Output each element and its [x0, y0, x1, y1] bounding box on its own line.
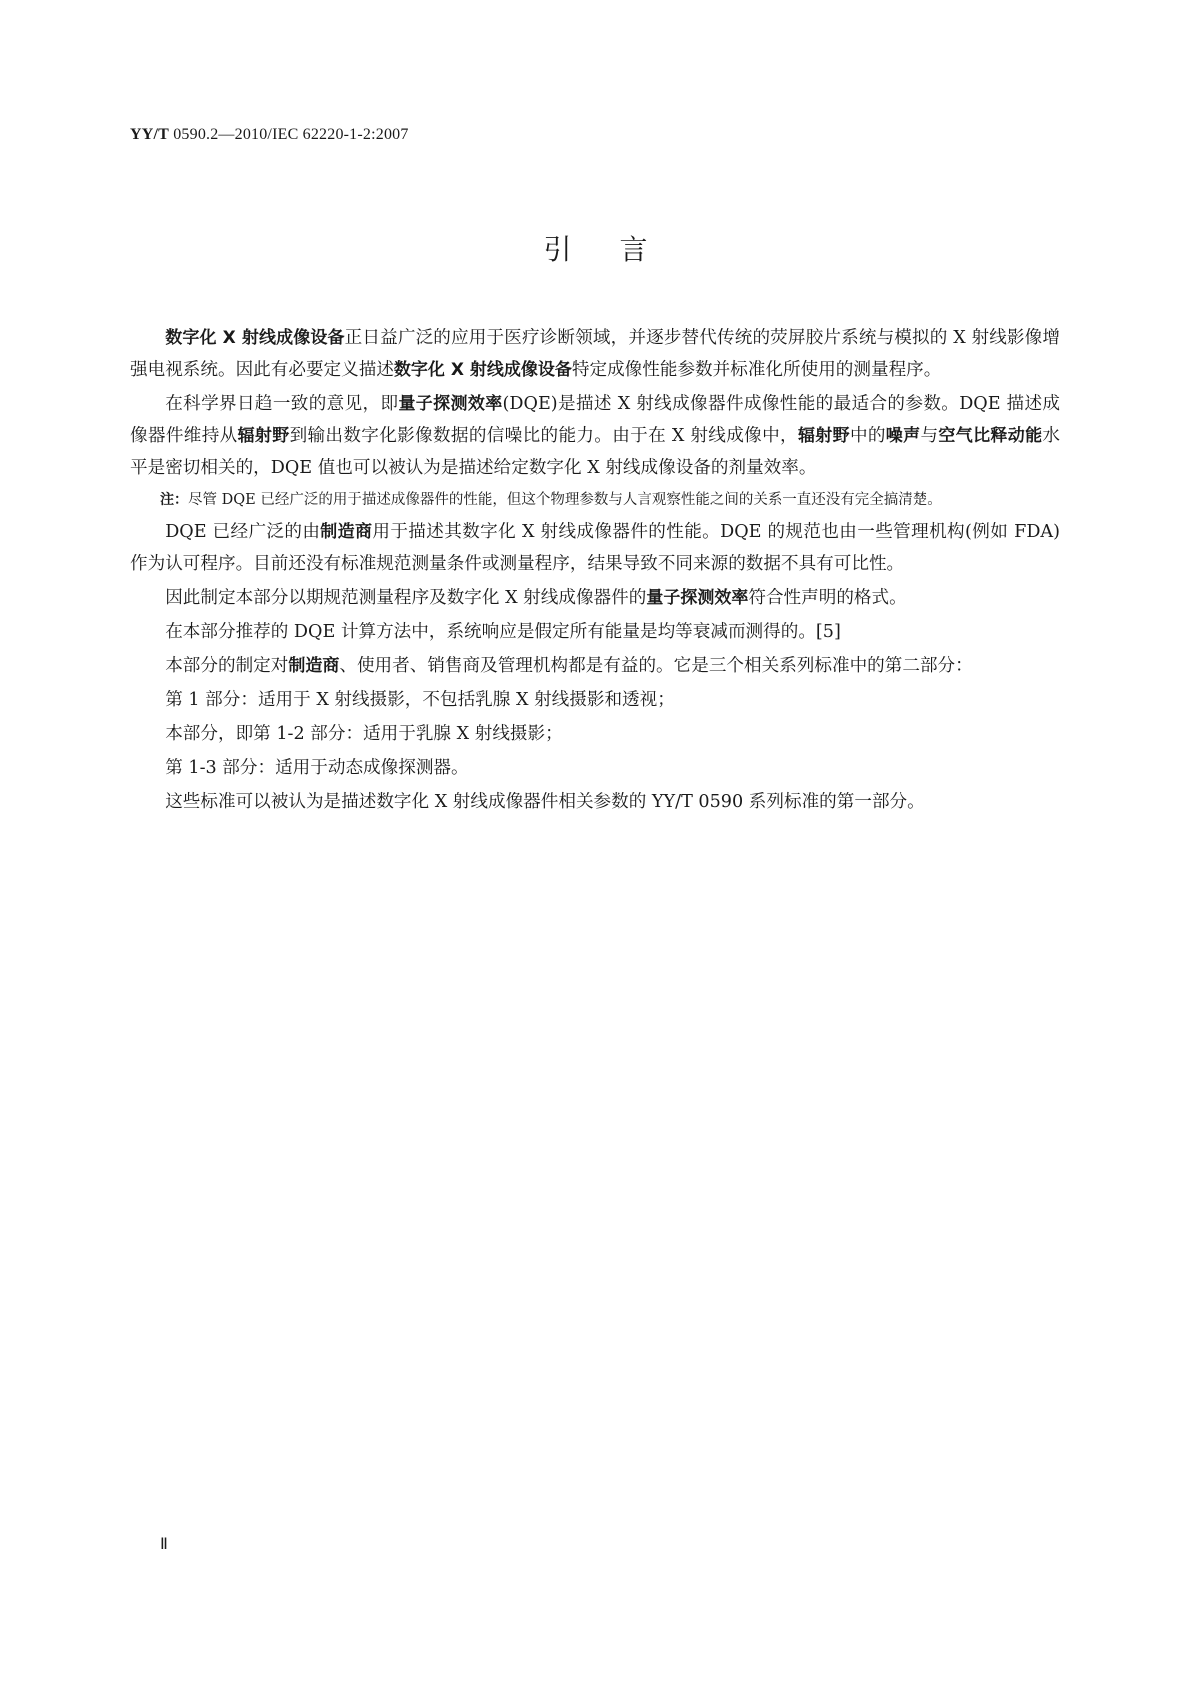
note: [130, 486, 1060, 514]
standard-prefix: YY/T: [130, 126, 170, 143]
page-number: Ⅱ: [160, 1536, 168, 1553]
paragraph-2: [130, 388, 1060, 484]
page-title: 引言: [543, 233, 696, 266]
list-item-part-1-2: 本部分，即第 1-2 部分：适用于乳腺 X 射线摄影；: [165, 724, 563, 744]
note-label: 注：: [160, 492, 188, 508]
paragraph-3: [130, 516, 1060, 580]
standard-number: 0590.2—2010/IEC 62220-1-2:2007: [169, 126, 409, 143]
paragraph-text: 正日益广泛的应用于医疗诊断领域，并逐步替代传统的荧屏胶片系统与模拟的 X 射线影像增强电视系统。因此有必要定义描述: [130, 328, 1060, 380]
paragraph-text: 本部分的制定对: [165, 656, 289, 676]
list-item-part-1-3: 第 1-3 部分：适用于动态成像探测器。: [165, 758, 469, 778]
term-air-kerma: 空气比释动能: [938, 426, 1043, 446]
paragraph-4: [130, 582, 1060, 614]
paragraph-text: 中的: [849, 426, 886, 446]
standard-number-header: [130, 126, 409, 144]
paragraph-1: [130, 322, 1060, 386]
paragraph-5: 在本部分推荐的 DQE 计算方法中，系统响应是假定所有能量是均等衰减而测得的。[5]: [165, 622, 841, 642]
note-text: 尽管 DQE 已经广泛的用于描述成像器件的性能，但这个物理参数与人言观察性能之间的关系一直还没有完全搞清楚。: [188, 492, 942, 508]
paragraph-6: [130, 650, 1060, 682]
term-radiation-field: 辐射野: [237, 426, 290, 446]
term-dqe: 量子探测效率: [398, 394, 503, 414]
paragraph-text: 特定成像性能参数并标准化所使用的测量程序。: [571, 360, 942, 380]
paragraph-text: 到输出数字化影像数据的信噪比的能力。由于在 X 射线成像中，: [289, 426, 798, 446]
paragraph-text: 用于描述其数字化 X 射线成像器件的性能。DQE 的规范也由一些管理机构(例如 FDA)作为认可程序。目前还没有标准规范测量条件或测量程序，结果导致不同来源的数据不具有可比性。: [130, 522, 1060, 574]
paragraph-text: 因此制定本部分以期规范测量程序及数字化 X 射线成像器件的: [165, 588, 647, 608]
paragraph-text: 与: [920, 426, 939, 446]
paragraph-text: 、使用者、销售商及管理机构都是有益的。它是三个相关系列标准中的第二部分：: [339, 656, 973, 676]
paragraph-text: 水平是密切相关的，DQE 值也可以被认为是描述给定数字化 X 射线成像设备的剂量效率。: [130, 426, 1061, 478]
paragraph-10: 这些标准可以被认为是描述数字化 X 射线成像器件相关参数的 YY/T 0590 系列标准的第一部分。: [165, 792, 925, 812]
term-radiation-field: 辐射野: [797, 426, 850, 446]
paragraph-text: (DQE)是描述 X 射线成像器件成像性能的最适合的参数。DQE 描述成像器件维持从: [130, 394, 1060, 446]
document-body: [130, 322, 1060, 820]
list-item-part-1: 第 1 部分：适用于 X 射线摄影，不包括乳腺 X 射线摄影和透视；: [165, 690, 675, 710]
term-manufacturer: 制造商: [288, 656, 340, 676]
term-noise: 噪声: [885, 426, 921, 446]
paragraph-text: 在科学界日趋一致的意见，即: [165, 394, 399, 414]
paragraph-text: DQE 已经广泛的由: [165, 522, 321, 542]
term-digital-xray-imaging-device: 数字化 X 射线成像设备: [165, 328, 345, 348]
term-manufacturer: 制造商: [320, 522, 373, 542]
term-digital-xray-imaging-device: 数字化 X 射线成像设备: [393, 360, 572, 380]
paragraph-text: 符合性声明的格式。: [748, 588, 907, 608]
term-dqe: 量子探测效率: [646, 588, 749, 608]
